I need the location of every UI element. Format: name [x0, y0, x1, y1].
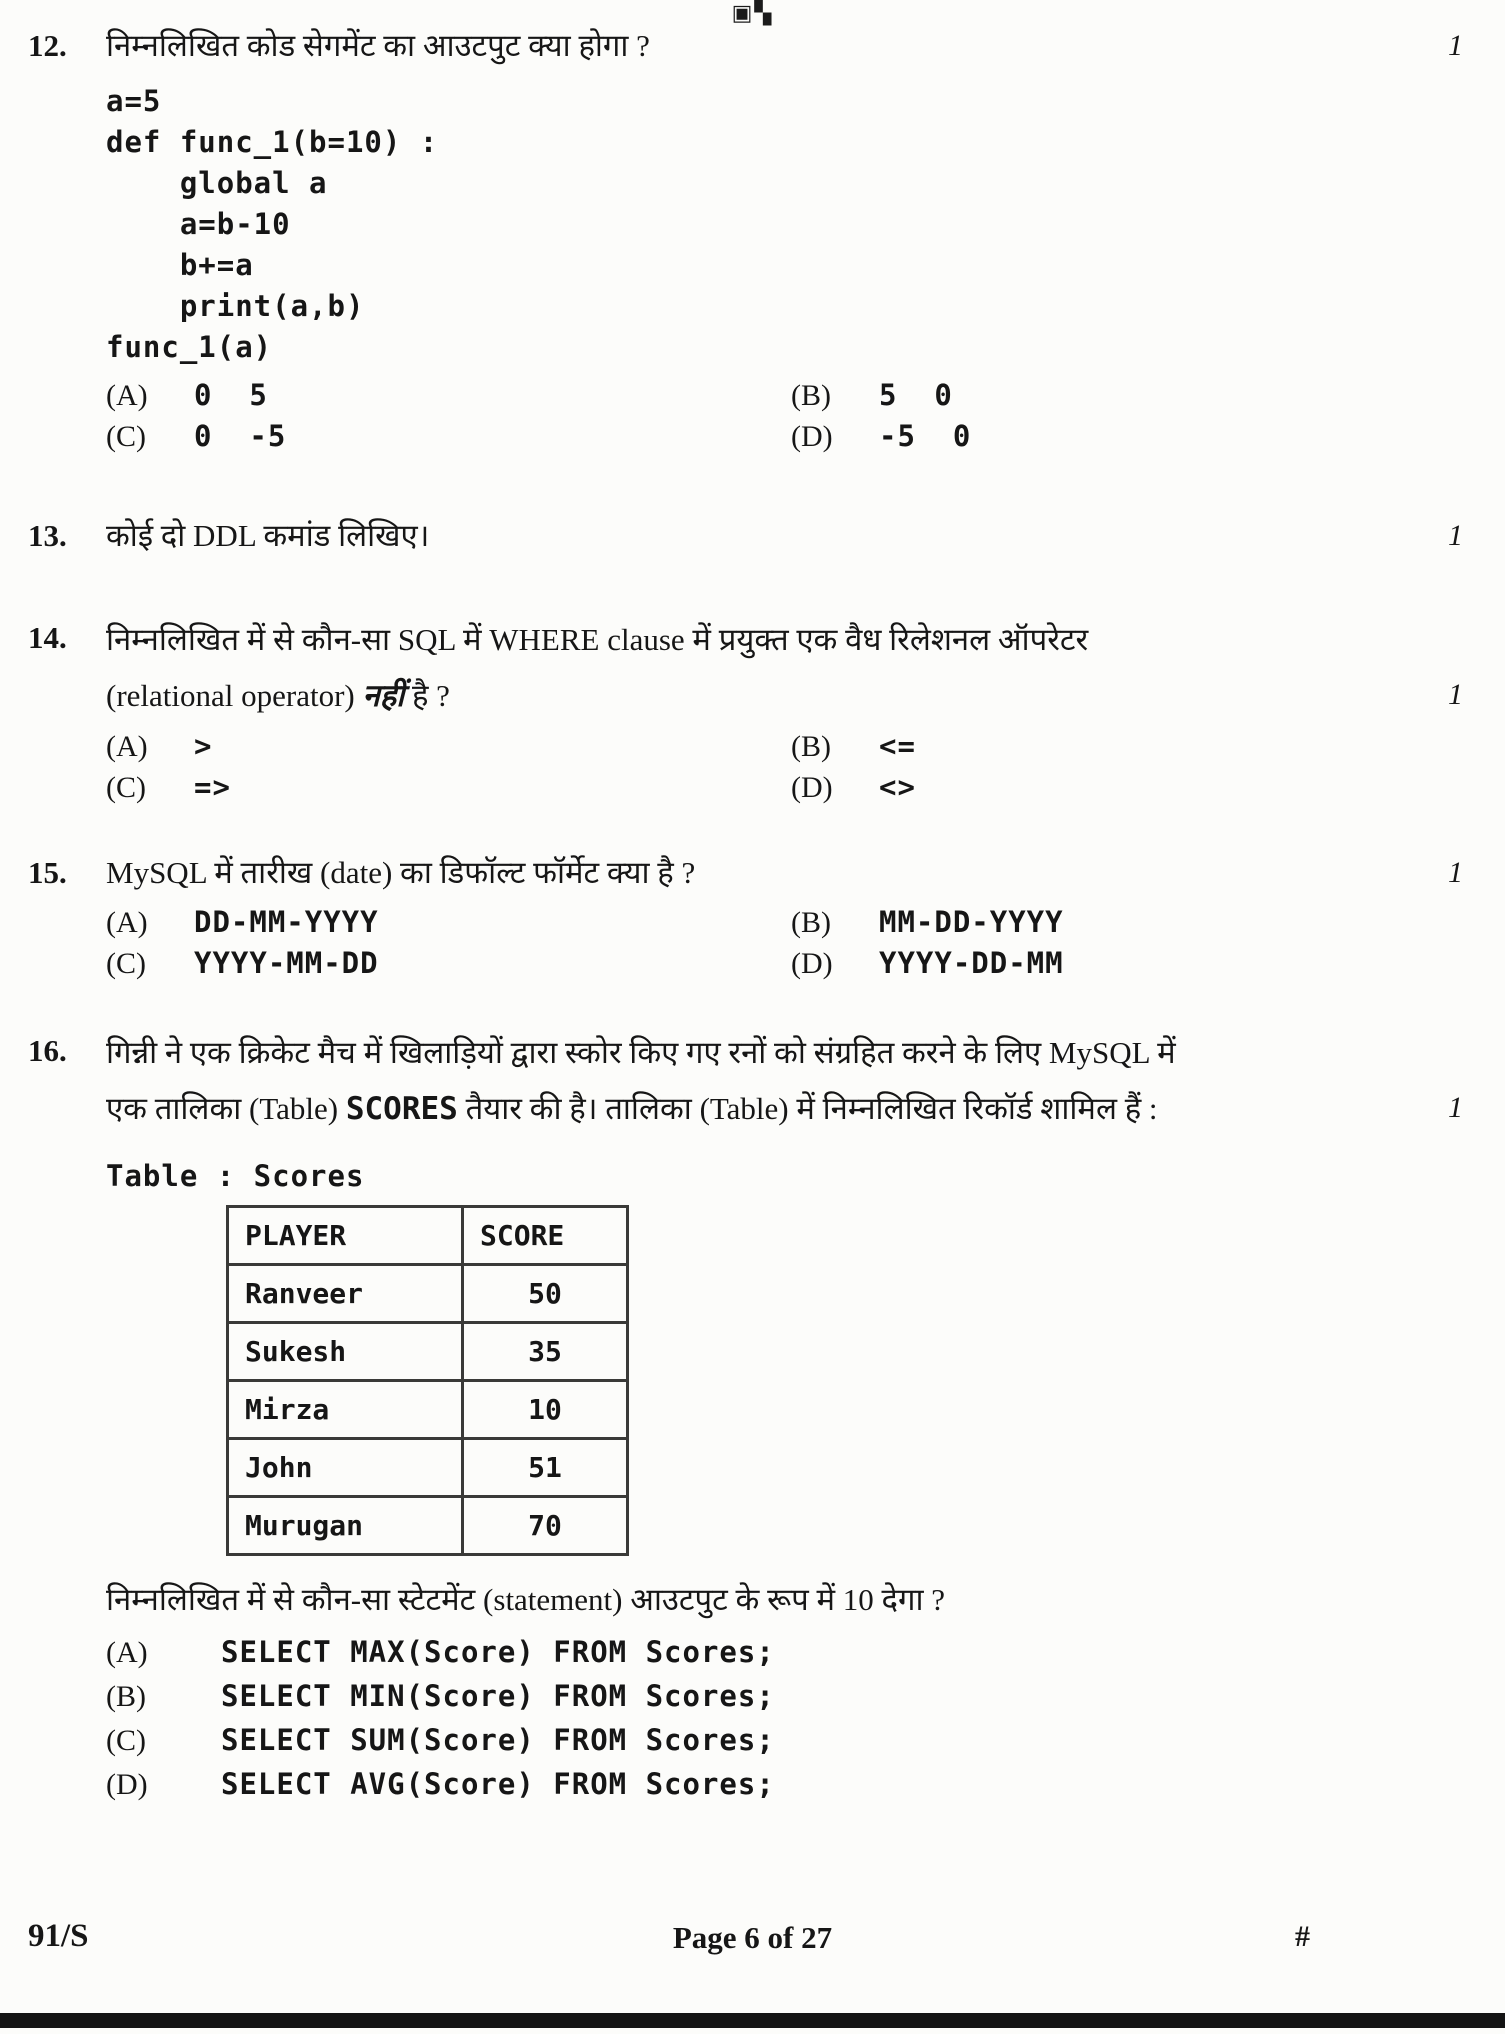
question-13	[28, 510, 1463, 563]
option-label: (B)	[791, 378, 831, 412]
option-label: (C)	[106, 947, 146, 981]
option-value: -5 0	[879, 418, 972, 453]
question-text-line	[106, 1574, 1463, 1627]
option-label: (C)	[106, 1724, 146, 1758]
option-c	[106, 946, 791, 981]
question-text: निम्नलिखित में से कौन-सा SQL में WHERE clause में प्रयुक्त एक वैध रिलेशनल ऑपरेटर	[106, 622, 1089, 658]
table-row	[228, 1322, 628, 1380]
player-cell: John	[228, 1438, 463, 1496]
option-label: (D)	[106, 1768, 148, 1802]
option-label: (D)	[791, 419, 833, 453]
table-caption: Table : Scores	[106, 1158, 365, 1193]
question-text-line	[106, 668, 1463, 723]
score-cell: 51	[463, 1438, 628, 1496]
option-value: >	[194, 728, 213, 763]
question-body	[106, 1025, 1463, 1802]
question-15	[28, 847, 1463, 982]
question-16	[28, 1025, 1463, 1802]
option-value: SELECT AVG(Score) FROM Scores;	[221, 1767, 775, 1802]
option-a	[106, 378, 791, 413]
scan-edge-bar	[0, 2013, 1505, 2028]
option-value: SELECT SUM(Score) FROM Scores;	[221, 1723, 775, 1758]
marks-value: 1	[1448, 1090, 1463, 1124]
question-text	[106, 1081, 1421, 1137]
player-cell: Mirza	[228, 1380, 463, 1438]
question-text: गिन्नी ने एक क्रिकेट मैच में खिलाड़ियों द्वारा स्कोर किए गए रनों को संग्रहित करने के लिए MySQL में	[106, 1035, 1176, 1071]
option-label: (A)	[106, 729, 148, 763]
player-cell: Ranveer	[228, 1264, 463, 1322]
option-b	[791, 378, 1463, 413]
text-segment: (relational operator)	[106, 677, 363, 713]
scan-artifact-icon: ▣▚	[731, 0, 774, 25]
options-row	[106, 946, 1463, 981]
score-cell: 50	[463, 1264, 628, 1322]
option-a	[106, 729, 791, 764]
question-text-line	[106, 1081, 1463, 1137]
player-cell: Sukesh	[228, 1322, 463, 1380]
table-header-score: SCORE	[463, 1206, 628, 1264]
question-number: 13.	[28, 517, 67, 553]
option-c	[106, 1723, 1463, 1758]
marks-value: 1	[1448, 677, 1463, 711]
option-label: (B)	[791, 906, 831, 940]
option-value: YYYY-MM-DD	[194, 946, 379, 981]
options-row	[106, 419, 1463, 454]
option-label: (A)	[106, 1636, 148, 1670]
question-12	[28, 20, 1463, 454]
option-label: (A)	[106, 378, 148, 412]
code-line: global a	[106, 165, 328, 200]
option-a	[106, 1635, 1463, 1670]
option-value: MM-DD-YYYY	[879, 905, 1064, 940]
option-label: (A)	[106, 906, 148, 940]
marks-value: 1	[1448, 518, 1463, 552]
score-cell: 35	[463, 1322, 628, 1380]
code-line: b+=a	[106, 247, 254, 282]
footer-hash-mark: #	[1295, 1920, 1310, 1953]
score-cell: 70	[463, 1496, 628, 1554]
option-value: 0 -5	[194, 418, 287, 453]
marks-value: 1	[1448, 29, 1463, 62]
question-text: निम्नलिखित में से कौन-सा स्टेटमेंट (statement) आउटपुट के रूप में 10 देगा ?	[106, 1581, 946, 1617]
marks-value: 1	[1448, 855, 1463, 889]
text-segment: तैयार की है। तालिका (Table) में निम्नलिखित रिकॉर्ड शामिल हैं :	[457, 1090, 1158, 1126]
code-line: a=5	[106, 83, 162, 118]
question-text: निम्नलिखित कोड सेगमेंट का आउटपुट क्या होगा ?	[106, 28, 650, 63]
question-body	[106, 20, 1463, 454]
question-number: 14.	[28, 620, 67, 656]
table-header-row	[228, 1206, 628, 1264]
options-row	[106, 378, 1463, 413]
option-value: =>	[194, 769, 231, 804]
option-value: 0 5	[194, 377, 268, 412]
code-line: print(a,b)	[106, 288, 365, 323]
code-line: a=b-10	[106, 206, 291, 241]
option-value: SELECT MAX(Score) FROM Scores;	[221, 1635, 775, 1670]
scores-table	[226, 1205, 629, 1556]
question-body	[106, 612, 1463, 804]
question-number: 12.	[28, 28, 67, 63]
option-b	[791, 905, 1463, 940]
paper-code: 91/S	[28, 1918, 89, 1954]
table-row	[228, 1380, 628, 1438]
question-14	[28, 612, 1463, 804]
options-row	[106, 770, 1463, 805]
option-value: <>	[879, 769, 916, 804]
option-d	[791, 770, 1463, 805]
question-number: 15.	[28, 854, 67, 890]
question-body	[106, 847, 1463, 982]
question-text-line	[106, 1025, 1463, 1080]
option-label: (B)	[791, 729, 831, 763]
option-value: YYYY-DD-MM	[879, 946, 1064, 981]
option-label: (C)	[106, 419, 146, 453]
code-block	[106, 81, 1463, 368]
option-label: (D)	[791, 770, 833, 804]
text-segment: एक तालिका (Table)	[106, 1090, 346, 1126]
emphasized-word: नहीं	[362, 677, 405, 713]
option-value: <=	[879, 728, 916, 763]
question-number: 16.	[28, 1033, 67, 1069]
option-label: (B)	[106, 1680, 146, 1714]
option-c	[106, 419, 791, 454]
option-a	[106, 905, 791, 940]
option-d	[106, 1767, 1463, 1802]
player-cell: Murugan	[228, 1496, 463, 1554]
option-value: 5 0	[879, 377, 953, 412]
question-text-line	[106, 612, 1463, 667]
page-footer	[0, 1918, 1505, 1968]
table-name-inline: SCORES	[345, 1090, 458, 1127]
options-row	[106, 905, 1463, 940]
option-value: DD-MM-YYYY	[194, 905, 379, 940]
option-d	[791, 946, 1463, 981]
question-text: MySQL में तारीख (date) का डिफॉल्ट फॉर्मेट क्या है ?	[106, 854, 696, 890]
question-text-line	[106, 847, 1463, 900]
question-text-line	[106, 20, 1463, 73]
option-value: SELECT MIN(Score) FROM Scores;	[221, 1679, 775, 1714]
option-b	[791, 729, 1463, 764]
table-row	[228, 1264, 628, 1322]
option-c	[106, 770, 791, 805]
option-label: (C)	[106, 770, 146, 804]
score-cell: 10	[463, 1380, 628, 1438]
text-segment: है ?	[404, 677, 450, 713]
option-b	[106, 1679, 1463, 1714]
table-row	[228, 1438, 628, 1496]
code-line: func_1(a)	[106, 329, 273, 364]
code-line: def func_1(b=10) :	[106, 124, 439, 159]
question-text: कोई दो DDL कमांड लिखिए।	[106, 517, 430, 553]
table-header-player: PLAYER	[228, 1206, 463, 1264]
option-d	[791, 419, 1463, 454]
question-text-line	[106, 510, 1463, 563]
options-row	[106, 729, 1463, 764]
table-row	[228, 1496, 628, 1554]
option-label: (D)	[791, 947, 833, 981]
question-body	[106, 510, 1463, 563]
page-number: Page 6 of 27	[672, 1920, 833, 1955]
question-text	[106, 668, 1421, 723]
